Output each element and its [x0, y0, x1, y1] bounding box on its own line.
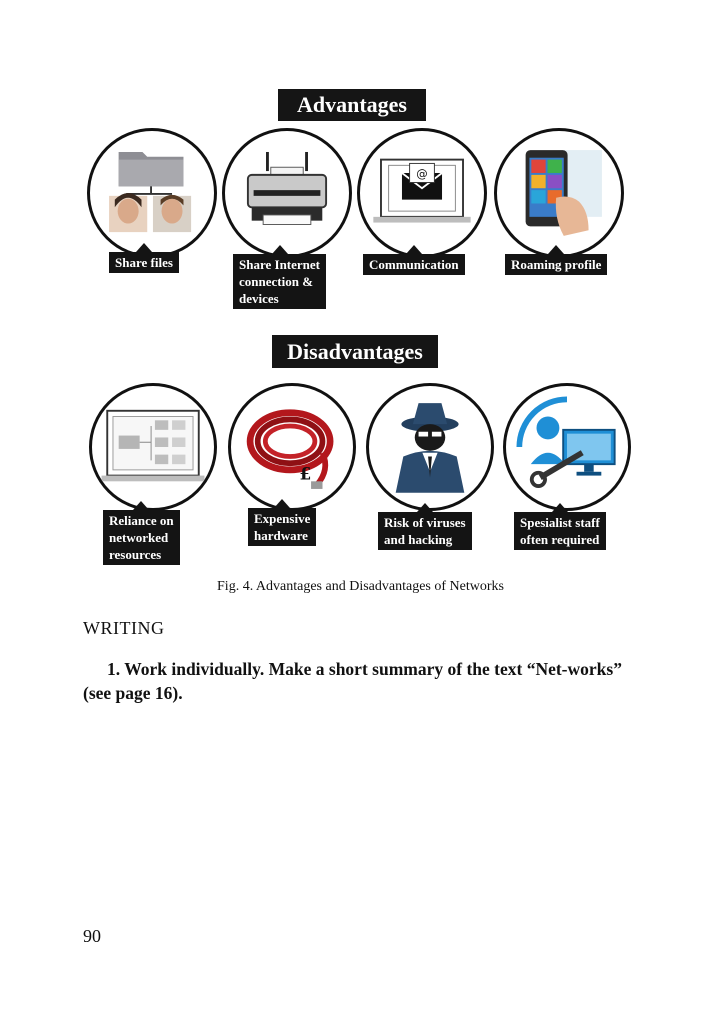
task-text: Work individually. Make a short summary of the text “Net-works” (see page 16).	[83, 659, 622, 703]
svg-text:@: @	[416, 166, 428, 181]
cable-icon	[228, 383, 356, 511]
share-internet-label: Share Internet connection & devices	[233, 254, 326, 309]
section-heading: WRITING	[83, 618, 165, 638]
task-paragraph	[83, 657, 628, 705]
share-files-label: Share files	[109, 252, 179, 273]
printer-icon	[222, 128, 352, 258]
viruses-hacking-label: Risk of viruses and hacking	[378, 512, 472, 550]
advantages-banner: Advantages	[278, 89, 426, 121]
expensive-hardware-label: Expensive hardware	[248, 508, 316, 546]
roaming-profile-label: Roaming profile	[505, 254, 607, 275]
tech-support-icon	[503, 383, 631, 511]
share-files-icon	[87, 128, 217, 258]
network-diagram-icon	[89, 383, 217, 511]
specialist-staff-label: Spesialist staff often required	[514, 512, 606, 550]
page-number: 90	[83, 926, 101, 946]
reliance-label: Reliance on networked resources	[103, 510, 180, 565]
disadvantages-banner: Disadvantages	[272, 335, 438, 368]
pound-sign: £	[299, 464, 312, 485]
email-envelope-icon	[357, 128, 487, 258]
smartphone-icon	[494, 128, 624, 258]
hacker-icon	[366, 383, 494, 511]
task-number: 1.	[107, 659, 121, 679]
communication-label: Communication	[363, 254, 465, 275]
figure-caption: Fig. 4. Advantages and Disadvantages of Networks	[217, 579, 504, 594]
